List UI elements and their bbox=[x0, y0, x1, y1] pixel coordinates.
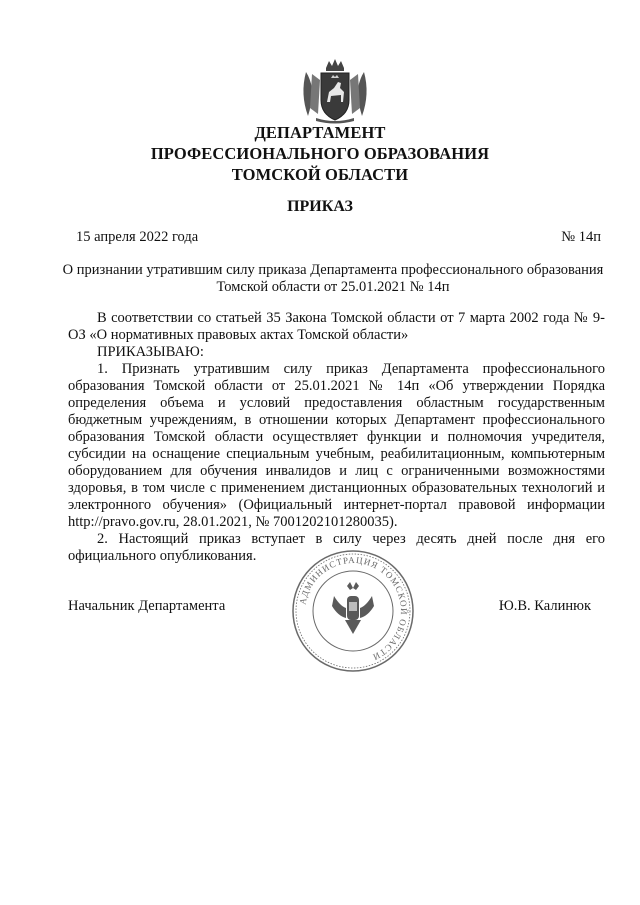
subject-line-1: О признании утратившим силу приказа Департамента профессионального образования bbox=[62, 262, 604, 278]
header-line-3: ТОМСКОЙ ОБЛАСТИ bbox=[231, 165, 409, 184]
official-seal-icon bbox=[290, 548, 416, 674]
item-1-paragraph: 1. Признать утратившим силу приказ Департамента профессионального образования Томской области от 25.01.2021 № 14п «Об утверждении Порядка определения объема и условий предоставления областным государственным бюджетным учреждениям, в отношении которых Департамент профессионального образования Томской области осуществляет функции и полномочия учредителя, субсидии на оснащение специальным учебным, реабилитационным, компьютерным оборудованием для обучения инвалидов и лиц с ограниченными возможностями здоровья, в том числе с применением дистанционных образовательных технологий и электронного обучения» (Официальный интернет-портал правовой информации http://pravo.gov.ru, 28.01.2021, № 7001202101280035). bbox=[68, 361, 605, 530]
order-body bbox=[68, 310, 605, 565]
header-line-1: ДЕПАРТАМЕНТ bbox=[254, 123, 386, 142]
order-word: ПРИКАЗЫВАЮ: bbox=[97, 344, 204, 360]
signer-name: Ю.В. Калинюк bbox=[498, 598, 591, 614]
seal-text: АДМИНИСТРАЦИЯ ТОМСКОЙ ОБЛАСТИ bbox=[297, 554, 410, 663]
subject-line-2: Томской области от 25.01.2021 № 14п bbox=[216, 279, 450, 295]
order-number: № 14п bbox=[561, 229, 601, 245]
preamble-paragraph: В соответствии со статьей 35 Закона Томской области от 7 марта 2002 года № 9-ОЗ «О нормативных правовых актах Томской области» bbox=[68, 310, 605, 343]
header-line-2: ПРОФЕССИОНАЛЬНОГО ОБРАЗОВАНИЯ bbox=[150, 144, 490, 163]
order-subject bbox=[60, 262, 606, 296]
signer-position: Начальник Департамента bbox=[68, 598, 226, 614]
order-date: 15 апреля 2022 года bbox=[76, 229, 199, 245]
department-header bbox=[0, 122, 640, 185]
item-2-paragraph: 2. Настоящий приказ вступает в силу через десять дней после дня его официального опубликования. bbox=[68, 531, 605, 564]
coat-of-arms-icon bbox=[298, 58, 372, 124]
order-title: ПРИКАЗ bbox=[287, 198, 353, 215]
